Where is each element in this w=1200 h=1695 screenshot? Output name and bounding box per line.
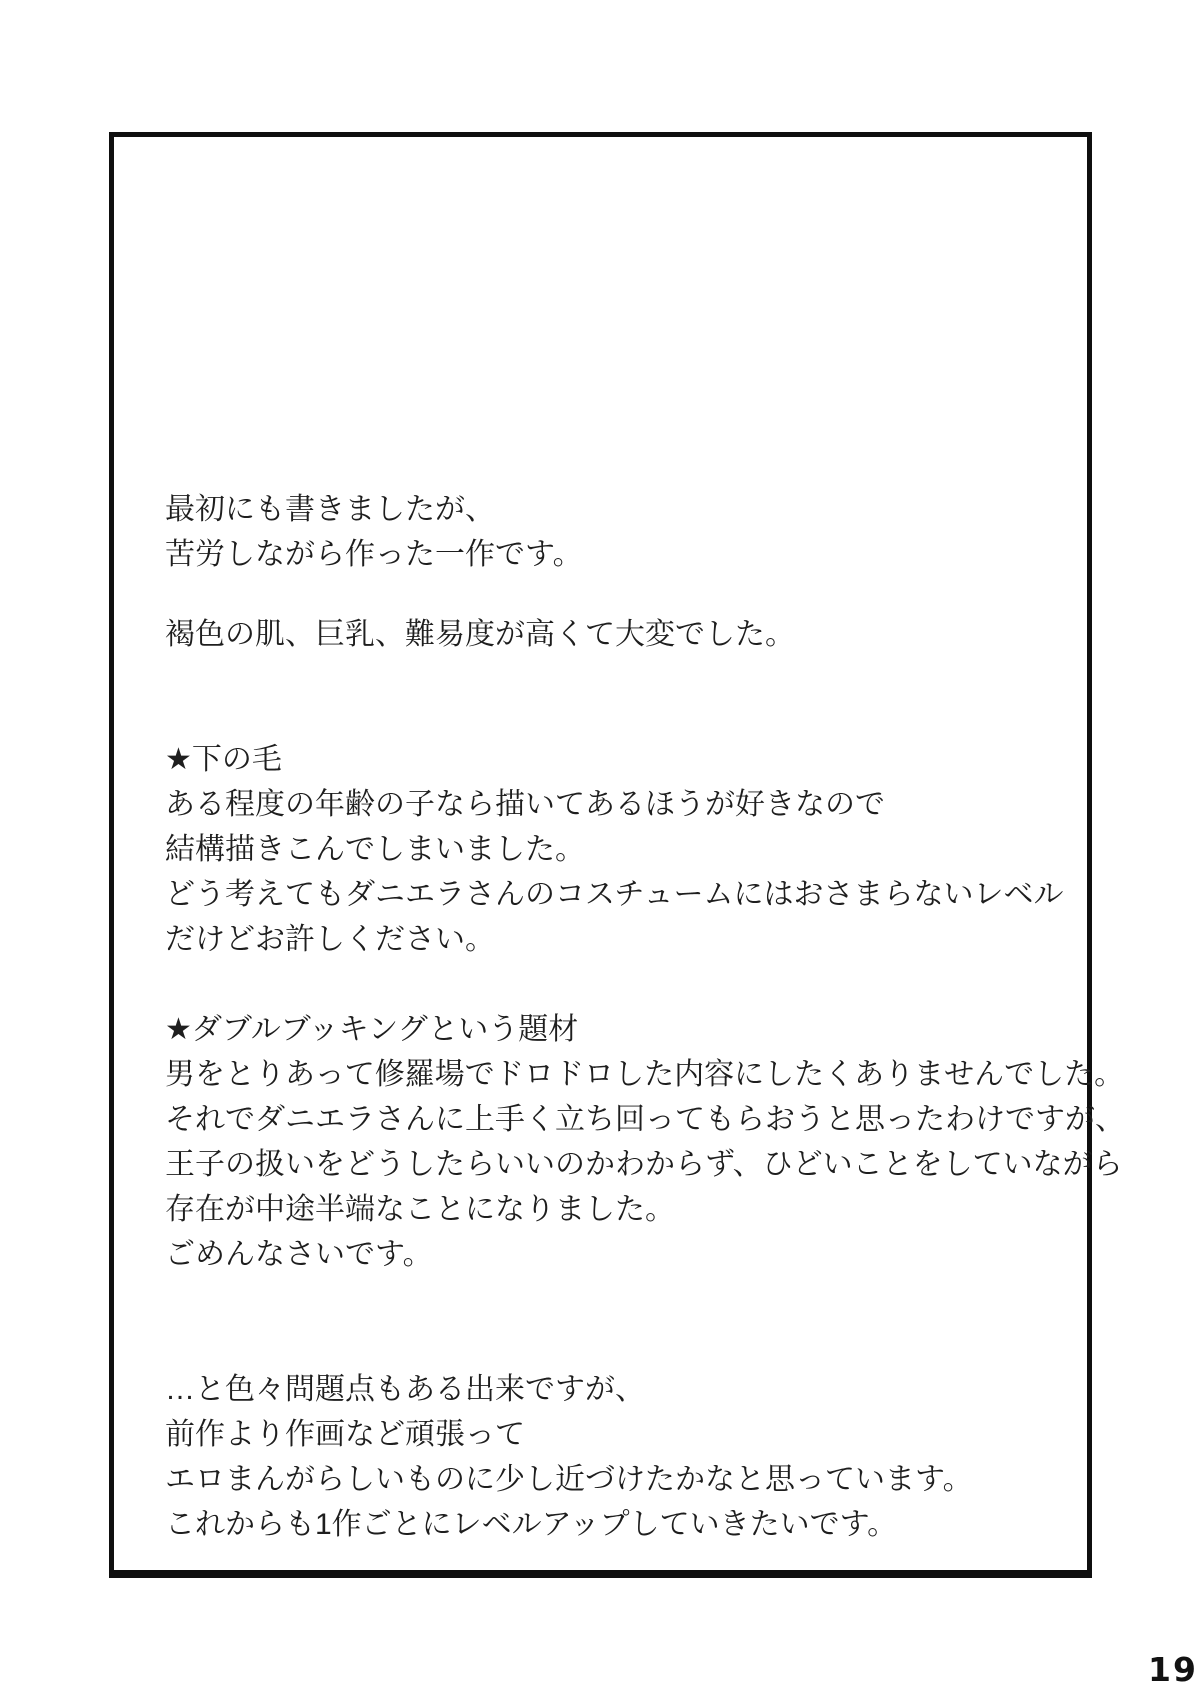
text-line: ごめんなさいです。 [165,1238,433,1271]
text-line: 王子の扱いをどうしたらいいのかわからず、ひどいことをしていながら [165,1148,1123,1181]
text-line: 存在が中途半端なことになりました。 [165,1193,675,1226]
text-line: 苦労しながら作った一作です。 [165,538,583,571]
text-line: ★下の毛 [165,743,282,776]
text-line: 褐色の肌、巨乳、難易度が高くて大変でした。 [165,618,795,651]
paragraph [165,612,1067,657]
paragraph [165,487,1067,577]
text-line: ある程度の年齢の子なら描いてあるほうが好きなので [165,788,885,821]
text-line: 結構描きこんでしまいました。 [165,833,585,866]
page-number: 19 [1148,1650,1198,1689]
text-line: エロまんがらしいものに少し近づけたかなと思っています。 [165,1463,973,1496]
paragraph [165,1007,1125,1277]
paragraph [165,737,1067,962]
text-line: …と色々問題点もある出来ですが、 [165,1373,645,1406]
content-frame-border [109,132,1125,1578]
text-line: 最初にも書きましたが、 [165,493,495,526]
afterword-text [165,137,1125,1547]
text-line: それでダニエラさんに上手く立ち回ってもらおうと思ったわけですが、 [165,1103,1125,1136]
text-line: 男をとりあって修羅場でドロドロした内容にしたくありませんでした。 [165,1058,1125,1091]
paragraph [165,1367,1067,1547]
text-line: ★ダブルブッキングという題材 [165,1013,579,1046]
text-line: これからも1作ごとにレベルアップしていきたいです。 [165,1508,898,1541]
text-line: だけどお許しください。 [165,923,495,956]
text-line: 前作より作画など頑張って [165,1418,525,1451]
text-line: どう考えてもダニエラさんのコスチュームにはおさまらないレベル [165,878,1064,911]
